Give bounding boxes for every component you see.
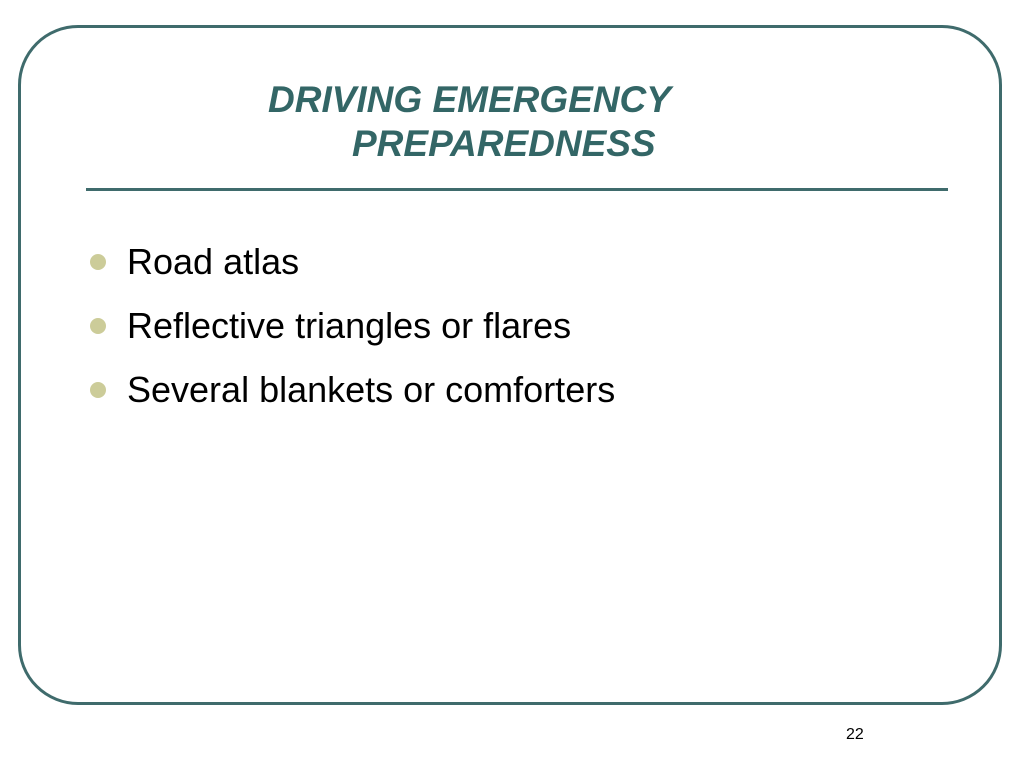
bullet-list	[88, 230, 615, 422]
bullet-dot-icon	[90, 254, 106, 270]
slide-title-line-2: PREPAREDNESS	[352, 123, 656, 164]
slide-title	[180, 78, 880, 166]
bullet-dot-icon	[90, 382, 106, 398]
page-number: 22	[846, 726, 864, 743]
bullet-dot-icon	[90, 318, 106, 334]
title-divider	[86, 188, 948, 191]
bullet-item	[88, 230, 615, 294]
bullet-item	[88, 358, 615, 422]
bullet-text: Reflective triangles or flares	[127, 305, 572, 346]
bullet-text: Road atlas	[127, 241, 300, 282]
bullet-item	[88, 294, 615, 358]
bullet-text: Several blankets or comforters	[127, 369, 616, 410]
slide-title-line-1: DRIVING EMERGENCY	[268, 79, 671, 120]
